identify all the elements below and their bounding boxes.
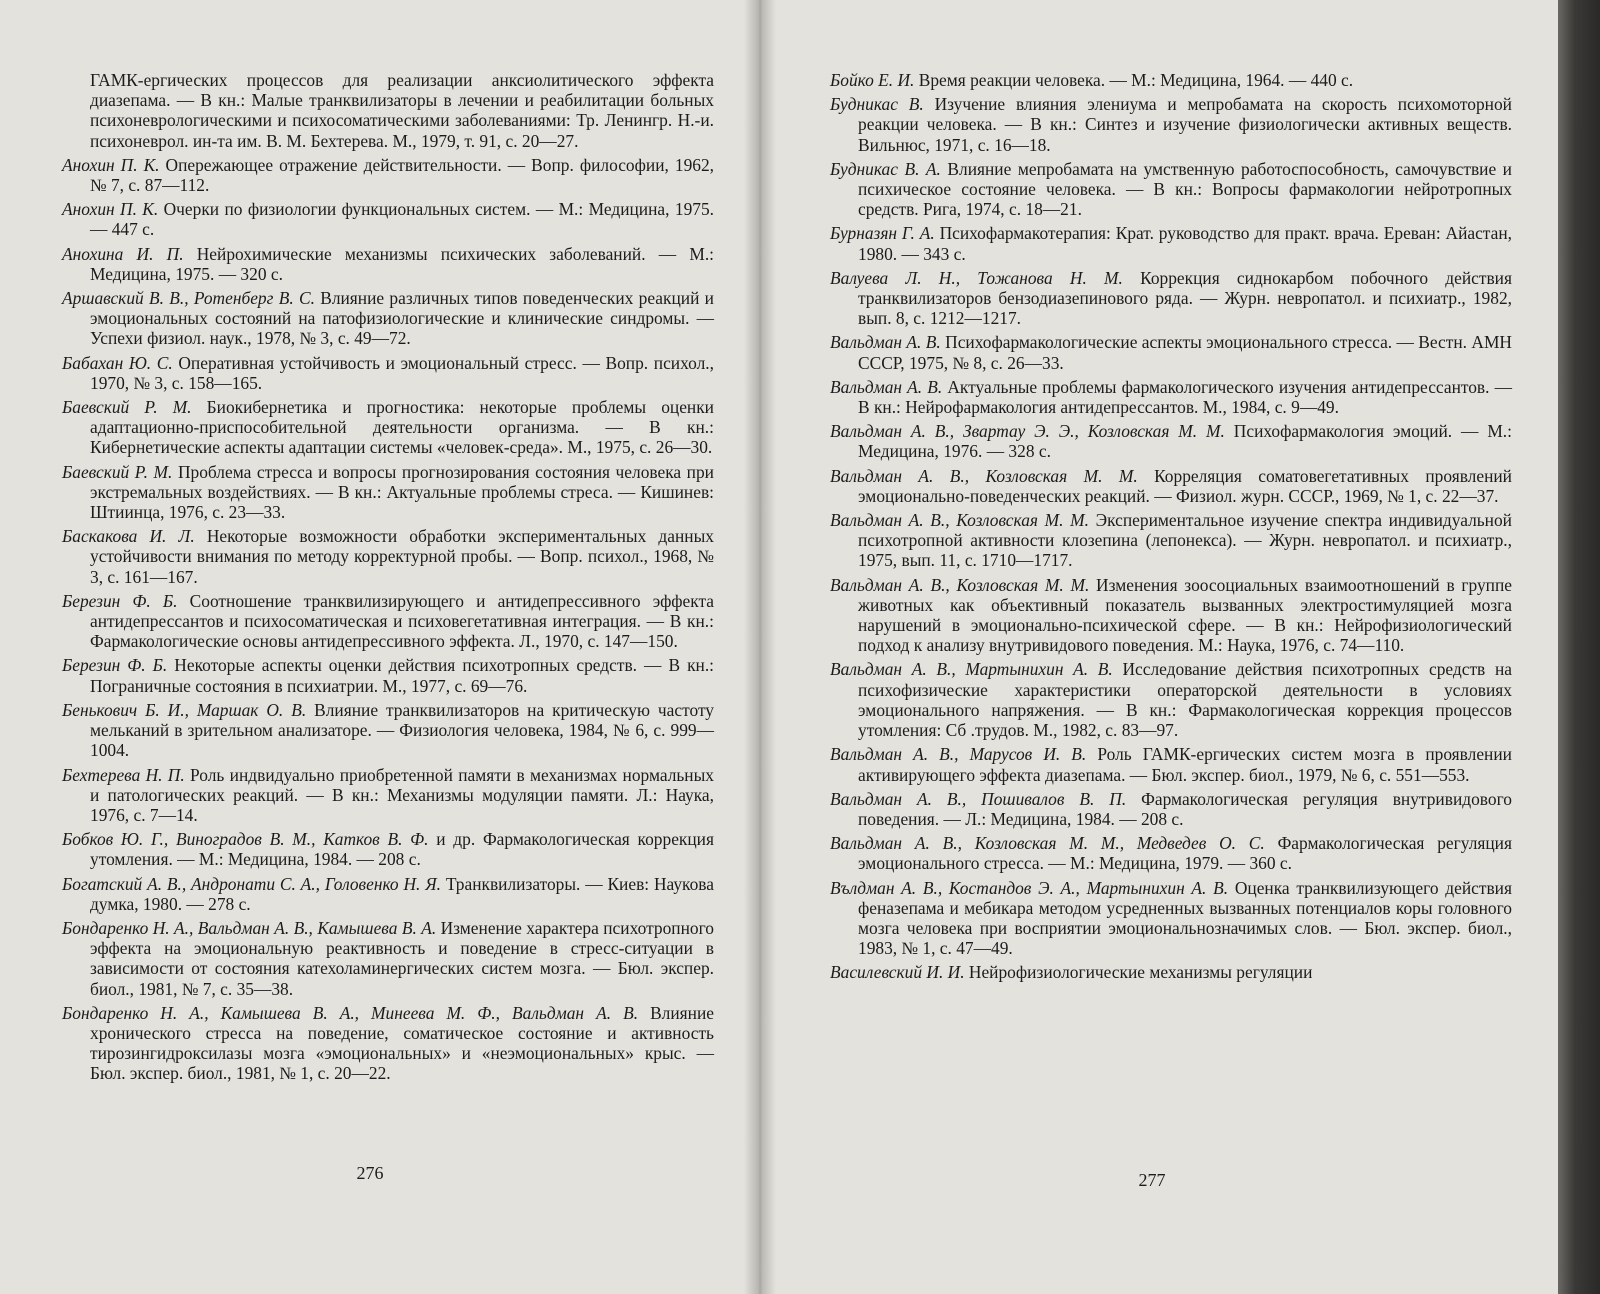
entry-author: Вальдман А. В., Мартынихин А. В. xyxy=(830,659,1113,680)
entry-author: Бондаренко Н. А., Камышева В. А., Минеева М. Ф., Вальдман А. В. xyxy=(62,1002,639,1023)
entry-text: Транквилизаторы. — Киев: Наукова думка, 1980. — 278 с. xyxy=(90,873,715,914)
entry-author: Вальдман А. В., Козловская М. М. xyxy=(830,465,1138,486)
bibliography-list xyxy=(62,70,714,1088)
bibliography-entry xyxy=(830,744,1512,784)
entry-text: Опережающее отражение действительности. — Вопр. философии, 1962, № 7, с. 87—112. xyxy=(90,154,714,196)
entry-author: Василевский И. И. xyxy=(830,962,965,983)
entry-text: Экспериментальное изучение спектра индивидуальной психотропной активности клозепина (лепонекса). — Журн. невропатол. и психиатр., 1975, вып. 11, с. 1710—1717. xyxy=(858,510,1512,571)
entry-author: Бондаренко Н. А., Вальдман А. В., Камышева В. А. xyxy=(62,917,437,938)
entry-author: Вълдман А. В., Костандов Э. А., Мартынихин А. В. xyxy=(830,877,1229,898)
bibliography-entry xyxy=(62,462,714,523)
entry-author: Вальдман А. В. xyxy=(830,376,943,397)
entry-author: Березин Ф. Б. xyxy=(62,655,168,676)
bibliography-entry xyxy=(830,833,1512,873)
entry-author: Баскакова И. Л. xyxy=(62,526,195,547)
entry-text: Биокибернетика и прогностика: некоторые проблемы оценки адаптационно-приспособительной деятельности организма. — В кн.: Кибернетические аспекты адаптации системы «человек-среда». М., 1975, с. 26—30. xyxy=(90,397,714,458)
entry-author: Вальдман А. В. xyxy=(830,332,941,353)
entry-author: Богатский А. В., Андронати С. А., Головенко Н. Я. xyxy=(62,873,441,894)
bibliography-entry xyxy=(62,918,714,999)
entry-author: Анохина И. П. xyxy=(62,243,184,264)
bibliography-entry xyxy=(830,466,1512,506)
bibliography-entry xyxy=(62,591,714,652)
bibliography-entry xyxy=(62,1003,714,1084)
entry-author: Баевский Р. М. xyxy=(62,461,173,482)
entry-author: Анохин П. К. xyxy=(62,199,159,220)
bibliography-entry xyxy=(62,199,714,239)
entry-author: Березин Ф. Б. xyxy=(62,590,178,611)
entry-text: Изучение влияния элениума и мепробамата на скорость психомоторной реакции человека. — В кн.: Синтез и изучение физиологически активных веществ. Вильнюс, 1971, с. 16—18. xyxy=(858,94,1512,155)
entry-text: и др. Фармакологическая коррекция утомления. — М.: Медицина, 1984. — 208 с. xyxy=(90,829,714,870)
bibliography-entry xyxy=(62,765,714,826)
entry-text: Актуальные проблемы фармакологического изучения антидепрессантов. — В кн.: Нейрофармакология антидепрессантов. М., 1984, с. 9—49. xyxy=(858,376,1513,418)
entry-text: Оперативная устойчивость и эмоциональный стресс. — Вопр. психол., 1970, № 3, с. 158—165. xyxy=(90,352,714,393)
bibliography-entry xyxy=(830,223,1512,263)
entry-text: Влияние транквилизаторов на критическую частоту мельканий в зрительном анализаторе. — Физиология человека, 1984, № 6, с. 999—1004. xyxy=(90,699,715,761)
bibliography-entry xyxy=(830,94,1512,155)
entry-text: Очерки по физиологии функциональных систем. — М.: Медицина, 1975. — 447 с. xyxy=(90,199,714,240)
entry-author: Бойко Е. И. xyxy=(830,70,915,90)
bibliography-entry xyxy=(830,377,1512,417)
book-gutter xyxy=(744,0,776,1294)
bibliography-entry xyxy=(62,526,714,587)
entry-text: Роль ГАМК-ергических систем мозга в проявлении активирующего эффекта диазепама. — Бюл. экспер. биол., 1979, № 6, с. 551—553. xyxy=(858,744,1512,785)
bibliography-entry xyxy=(830,70,1512,90)
entry-author: Вальдман А. В., Пошивалов В. П. xyxy=(830,788,1127,809)
entry-author: Вальдман А. В., Козловская М. М. xyxy=(830,574,1090,595)
entry-author: Вальдман А. В., Козловская М. М., Медведев О. С. xyxy=(830,833,1265,854)
entry-text: Оценка транквилизующего действия феназепама и мебикара методом усредненных вызванных потенциалов коры головного мозга человека при восприятии эмоциональнозначимых слов. — Бюл. экспер. биол., 1983, № 1, с. 47—49. xyxy=(858,877,1512,959)
bibliography-entry xyxy=(830,575,1512,656)
entry-author: Вальдман А. В., Марусов И. В. xyxy=(830,744,1087,765)
entry-text: Психофармакотерапия: Крат. руководство для практ. врача. Ереван: Айастан, 1980. — 343 с. xyxy=(858,223,1512,264)
bibliography-entry xyxy=(830,789,1512,829)
entry-author: Анохин П. К. xyxy=(62,154,160,175)
bibliography-entry xyxy=(830,878,1512,959)
entry-author: Валуева Л. Н., Тожанова Н. М. xyxy=(830,267,1123,288)
entry-text: Влияние мепробамата на умственную работоспособность, самочувствие и психическое состояние человека. — В кн.: Вопросы фармакологии нейротропных средств. Рига, 1974, с. 18—21. xyxy=(858,158,1512,220)
bibliography-entry xyxy=(62,397,714,458)
entry-text: Фармакологическая регуляция внутривидового поведения. — Л.: Медицина, 1984. — 208 с. xyxy=(858,788,1512,829)
bibliography-entry xyxy=(62,874,714,914)
bibliography-entry xyxy=(62,655,714,695)
bibliography-entry xyxy=(62,70,714,151)
entry-text: Корреляция соматовегетативных проявлений эмоционально-поведенческих реакций. — Физиол. журн. СССР., 1969, № 1, с. 22—37. xyxy=(858,465,1512,506)
bibliography-entry xyxy=(62,244,714,284)
entry-author: Будникас В. А. xyxy=(830,158,941,179)
bibliography-entry xyxy=(830,268,1512,329)
entry-text: Некоторые аспекты оценки действия психотропных средств. — В кн.: Пограничные состояния в психиатрии. М., 1977, с. 69—76. xyxy=(90,655,715,696)
entry-text: Коррекция сиднокарбом побочного действия транквилизаторов бензодиазепинового ряда. — Журн. невропатол. и психиатр., 1982, вып. 8, с. 1212—1217. xyxy=(858,267,1512,329)
entry-text: ГАМК-ергических процессов для реализации анксиолитического эффекта диазепама. — В кн.: Малые транквилизаторы в лечении и реабилитации больных психоневрологическими и психосоматическими заболеваниями: Тр. Ленингр. Н.-и. психоневрол. ин-та им. В. М. Бехтерева. М., 1979, т. 91, с. 20—27. xyxy=(90,70,714,151)
entry-author: Баевский Р. М. xyxy=(62,397,192,418)
bibliography-entry xyxy=(830,421,1512,461)
right-page xyxy=(760,0,1572,1294)
bibliography-entry xyxy=(62,829,714,869)
entry-text: Фармакологическая регуляция эмоционального стресса. — М.: Медицина, 1979. — 360 с. xyxy=(858,833,1512,874)
page-edge-shadow xyxy=(1558,0,1600,1294)
entry-text: Изменение характера психотропного эффекта на эмоциональную реактивность и поведение в стресс-ситуации в зависимости от состояния катехоламинергических систем мозга. — Бюл. экспер. биол., 1981, № 7, с. 35—38. xyxy=(90,917,714,999)
entry-author: Аршавский В. В., Ротенберг В. С. xyxy=(62,288,315,309)
entry-text: Роль индвидуально приобретенной памяти в механизмах нормальных и патологических реакций. — В кн.: Механизмы модуляции памяти. Л.: Наука, 1976, с. 7—14. xyxy=(90,764,714,825)
entry-text: Изменения зоосоциальных взаимоотношений в группе животных как объективный показатель вызванных электростимуляцией мозга нарушений в эмоционально-психической сфере. — В кн.: Нейрофизиологический подход к анализу внутривидового поведения. М.: Наука, 1976, с. 74—110. xyxy=(858,574,1512,656)
entry-text: Психофармакология эмоций. — М.: Медицина, 1976. — 328 с. xyxy=(858,421,1512,462)
bibliography-entry xyxy=(62,700,714,761)
entry-text: Нейрохимические механизмы психических заболеваний. — М.: Медицина, 1975. — 320 с. xyxy=(90,243,714,284)
bibliography-entry xyxy=(62,288,714,349)
bibliography-entry xyxy=(830,962,1512,982)
entry-text: Влияние различных типов поведенческих реакций и эмоциональных состояний на патофизиологические и клинические синдромы. — Успехи физиол. наук., 1978, № 3, с. 49—72. xyxy=(90,288,714,349)
entry-text: Нейрофизиологические механизмы регуляции xyxy=(968,962,1313,983)
entry-text: Проблема стресса и вопросы прогнозирования состояния человека при экстремальных воздействиях. — В кн.: Актуальные проблемы стреса. — Кишинев: Штиинца, 1976, с. 23—33. xyxy=(90,461,714,523)
entry-author: Будникас В. xyxy=(830,94,924,115)
entry-author: Вальдман А. В., Звартау Э. Э., Козловская М. М. xyxy=(830,421,1225,442)
entry-text: Психофармакологические аспекты эмоционального стресса. — Вестн. АМН СССР, 1975, № 8, с. 26—33. xyxy=(858,332,1512,373)
entry-author: Вальдман А. В., Козловская М. М. xyxy=(830,510,1089,531)
entry-text: Некоторые возможности обработки экспериментальных данных устойчивости внимания по методу корректурной пробы. — Вопр. психол., 1968, № 3, с. 161—167. xyxy=(90,526,714,587)
entry-text: Исследование действия психотропных средств на психофизические характеристики операторской деятельности в условиях эмоционального напряжения. — В кн.: Фармакологическая коррекция процессов утомления: Сб .трудов. М., 1982, с. 83—97. xyxy=(858,659,1512,741)
entry-author: Бабахан Ю. С. xyxy=(62,352,173,373)
bibliography-entry xyxy=(830,659,1512,740)
entry-text: Соотношение транквилизирующего и антидепрессивного эффекта антидепрессантов и психосоматическая и психовегетативная интеграция. — В кн.: Фармакологические основы антидепрессивного эффекта. Л., 1970, с. 147—150. xyxy=(90,590,714,652)
bibliography-entry xyxy=(830,510,1512,571)
page-number: 276 xyxy=(356,1163,384,1183)
entry-author: Бенькович Б. И., Маршак О. В. xyxy=(62,699,307,720)
bibliography-list xyxy=(830,70,1512,987)
entry-author: Бехтерева Н. П. xyxy=(62,764,185,785)
entry-text: Время реакции человека. — М.: Медицина, 1964. — 440 с. xyxy=(918,70,1354,90)
left-page xyxy=(0,0,760,1294)
entry-text: Влияние хронического стресса на поведение, соматическое состояние и активность тирозингидроксилазы мозга «эмоциональных» и «неэмоциональных» крыс. — Бюл. экспер. биол., 1981, № 1, с. 20—22. xyxy=(90,1002,714,1084)
page-number: 277 xyxy=(1138,1170,1166,1190)
bibliography-entry xyxy=(62,155,714,195)
bibliography-entry xyxy=(62,353,714,393)
entry-author: Бурназян Г. А. xyxy=(830,223,935,244)
bibliography-entry xyxy=(830,159,1512,220)
entry-author: Бобков Ю. Г., Виноградов В. М., Катков В. Ф. xyxy=(62,829,429,850)
bibliography-entry xyxy=(830,332,1512,372)
